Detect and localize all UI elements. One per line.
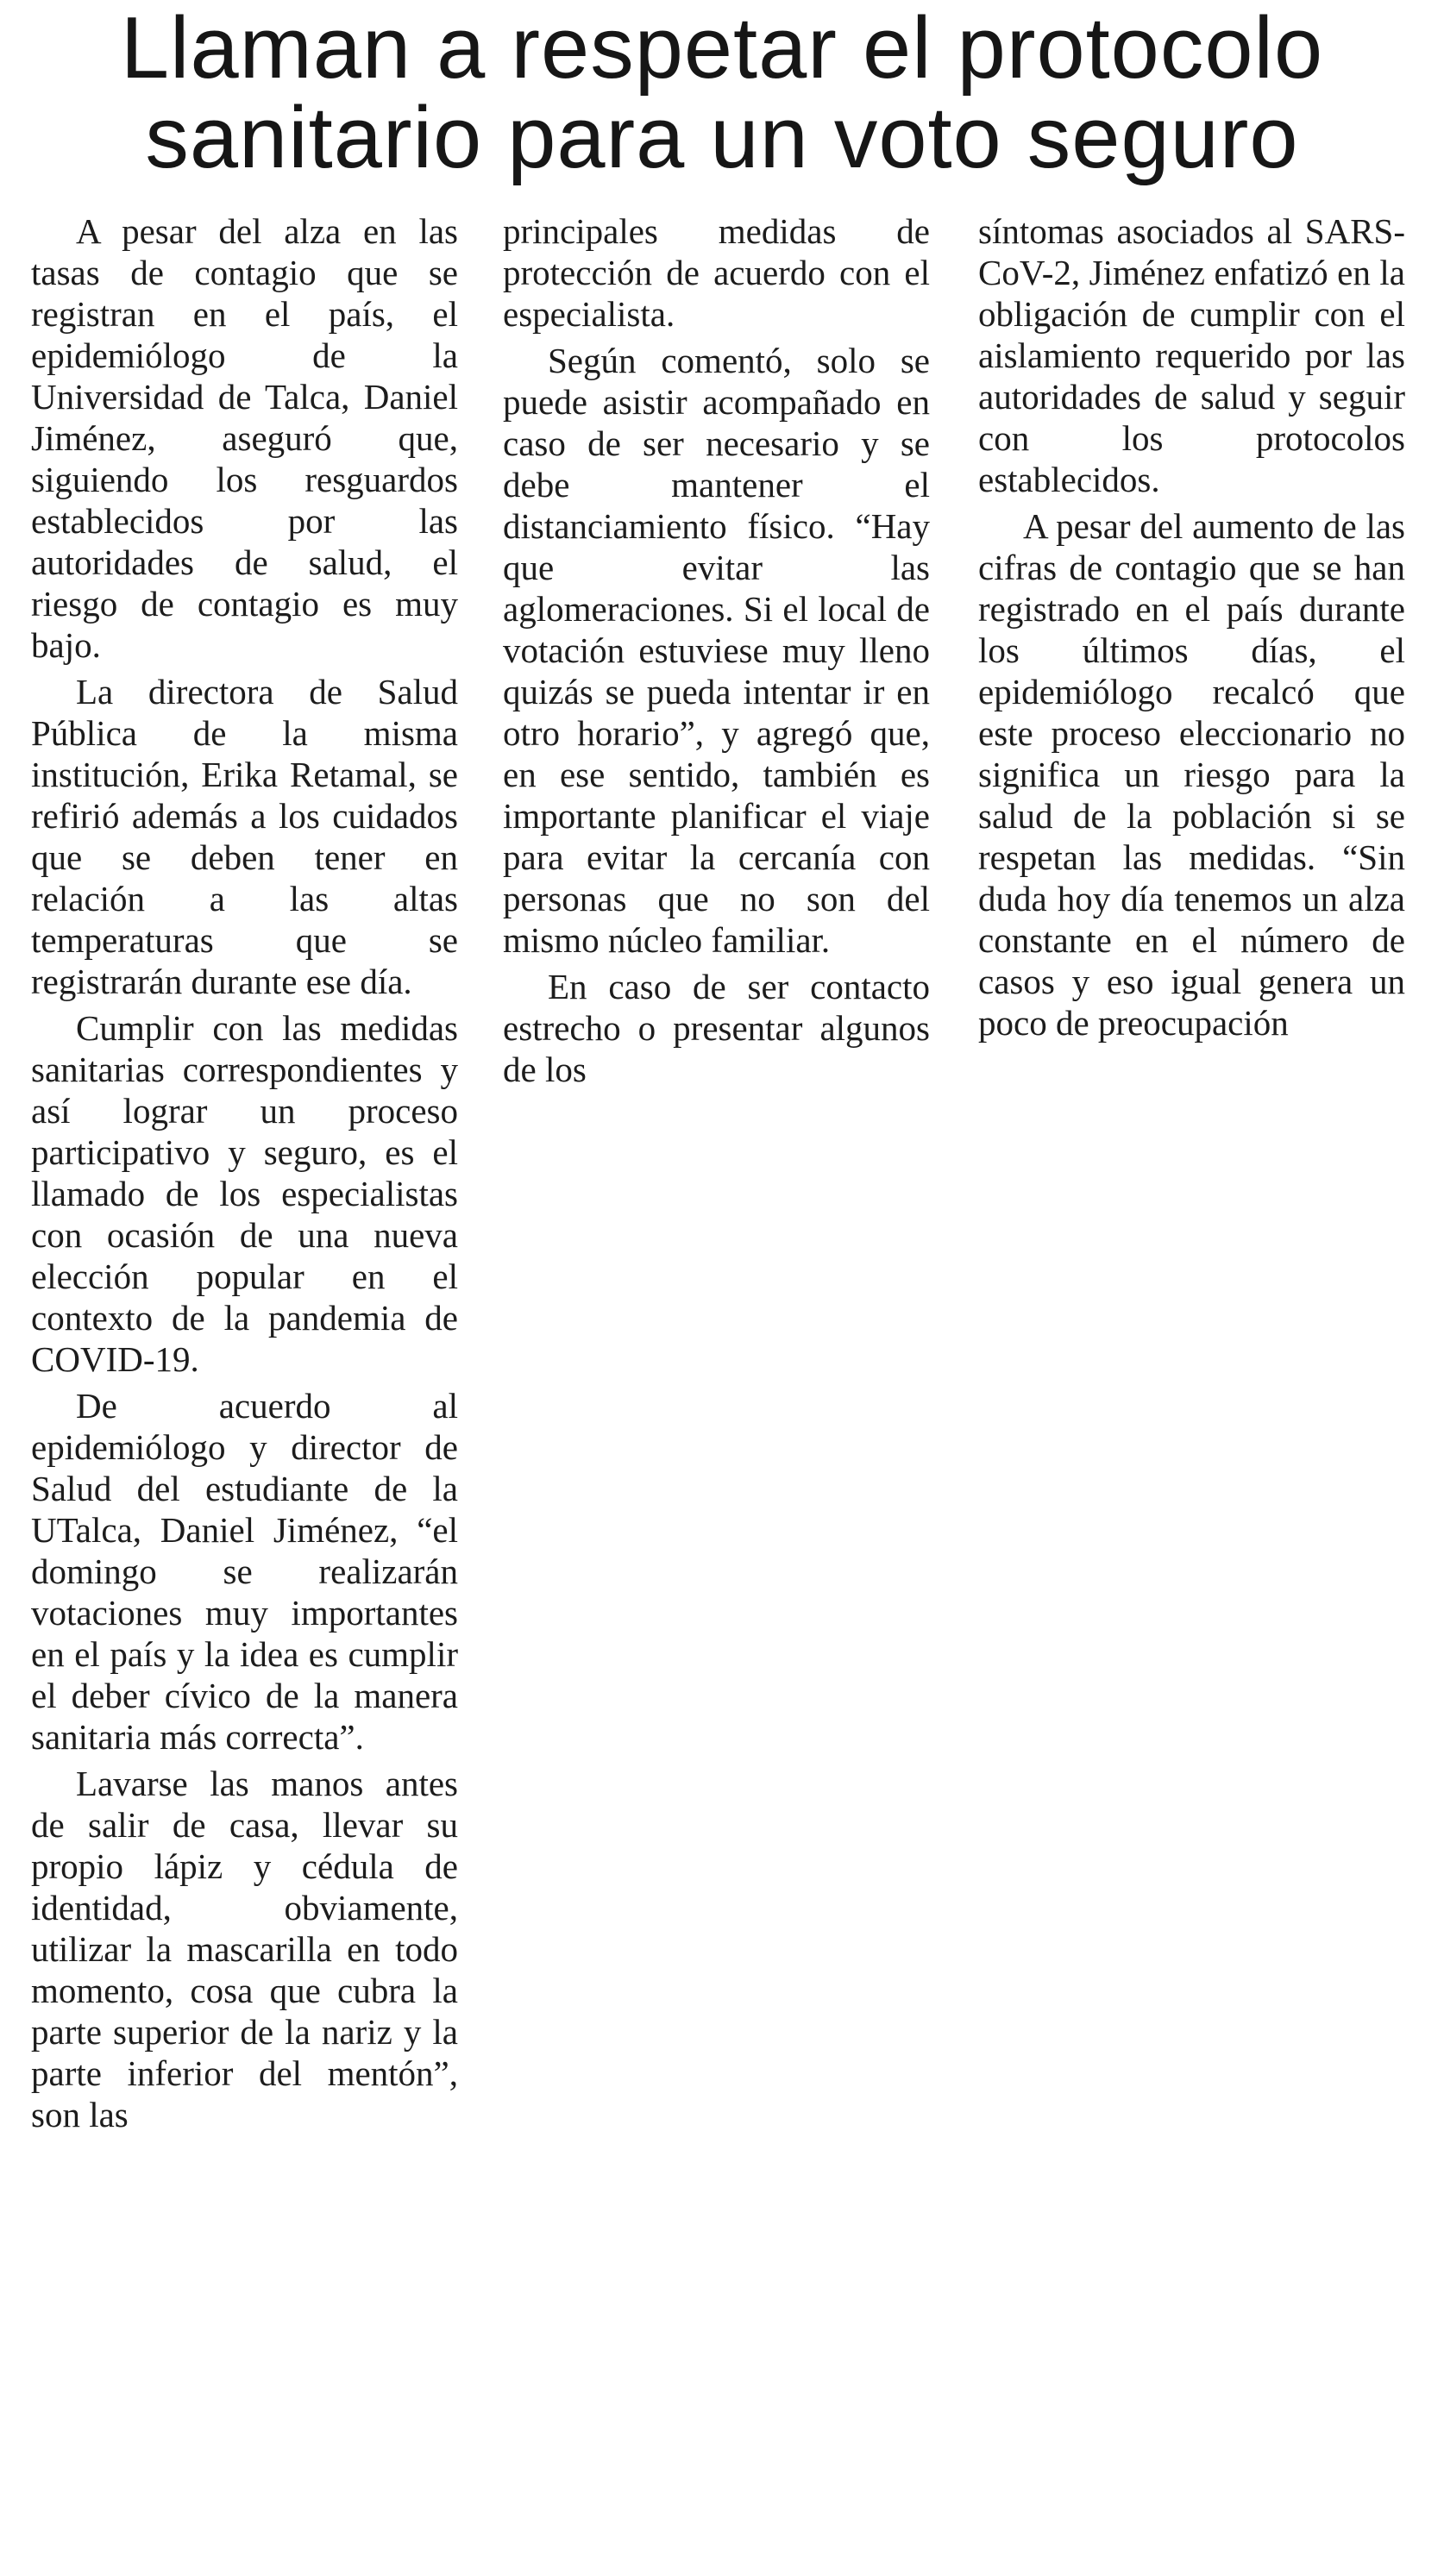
paragraph: Según comentó, solo se puede asistir acompañado en caso de ser necesario y se debe mantener el distanciamiento físico. “Hay que evitar las aglomeraciones. Si el local de votación estuviese muy lleno quizás se pueda intentar ir en otro horario”, y agregó que, en ese sentido, también es importante planificar el viaje para evitar la cercanía con personas que no son del mismo núcleo familiar. (503, 341, 930, 960)
paragraph: La directora de Salud Pública de la misma institución, Erika Retamal, se refirió además a los cuidados que se deben tener en relación a las altas temperaturas que se registrarán durante ese día. (31, 672, 458, 1001)
article-column-3 (978, 210, 1405, 1049)
paragraph-continued: síntomas asociados al SARS-CoV-2, Jiménez enfatizó en la obligación de cumplir con el aislamiento requerido por las autoridades de salud y seguir con los protocolos establecidos. (978, 211, 1405, 499)
paragraph: A pesar del alza en las tasas de contagio que se registran en el país, el epidemiólogo de la Universidad de Talca, Daniel Jiménez, aseguró que, siguiendo los resguardos establecidos por las autoridades de salud, el riesgo de contagio es muy bajo. (31, 211, 458, 665)
paragraph: A pesar del aumento de las cifras de contagio que se han registrado en el país durante los últimos días, el epidemiólogo recalcó que este proceso eleccionario no significa un riesgo para la salud de la población si se respetan las medidas. “Sin duda hoy día tenemos un alza constante en el número de casos y eso igual genera un poco de preocupación (978, 506, 1405, 1043)
paragraph-continued: principales medidas de protección de acuerdo con el especialista. (503, 211, 930, 334)
headline-line-1: Llaman a respetar el protocolo (120, 0, 1324, 97)
headline-line-2: sanitario para un voto seguro (145, 90, 1299, 186)
paragraph: Lavarse las manos antes de salir de casa, llevar su propio lápiz y cédula de identidad, obviamente, utilizar la mascarilla en todo momento, cosa que cubra la parte superior de la nariz y la parte inferior del mentón”, son las (31, 1764, 458, 2134)
article-column-2 (503, 210, 930, 1095)
paragraph: De acuerdo al epidemiólogo y director de Salud del estudiante de la UTalca, Daniel Jiménez, “el domingo se realizarán votaciones muy importantes en el país y la idea es cumplir el deber cívico de la manera sanitaria más correcta”. (31, 1386, 458, 1757)
article-headline (0, 0, 1444, 186)
paragraph: Cumplir con las medidas sanitarias correspondientes y así lograr un proceso participativo y seguro, es el llamado de los especialistas con ocasión de una nueva elección popular en el contexto de la pandemia de COVID-19. (31, 1008, 458, 1379)
paragraph: En caso de ser contacto estrecho o presentar algunos de los (503, 967, 930, 1089)
article-column-1 (31, 210, 458, 2140)
